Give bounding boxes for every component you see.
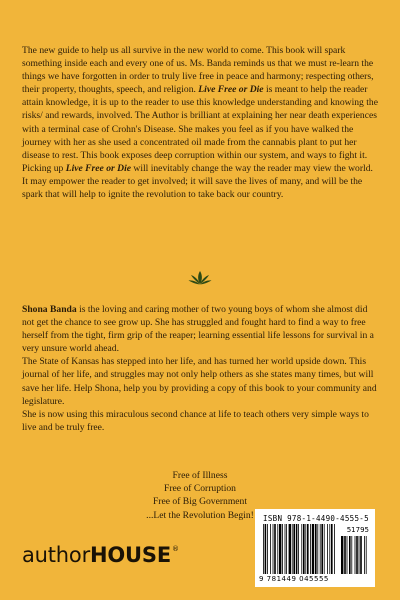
- barcode-bar: [320, 524, 321, 574]
- barcode-bar: [321, 524, 323, 574]
- barcode-bar: [292, 524, 293, 574]
- barcode-addon-bar: [341, 536, 343, 574]
- author-bio: [22, 303, 380, 434]
- blurb-text-3: will inevitably change the way the reader may view the world. It may empower the reader to get involved; it will save the lives of many, and will be the spark that will help to ignite the revolution to take back our country.: [22, 162, 373, 201]
- publisher-logo: [22, 543, 179, 567]
- barcode-bar: [315, 524, 317, 574]
- barcode-addon-bar: [349, 536, 351, 574]
- blurb-paragraph: [22, 44, 380, 201]
- lotus-leaf-icon: [188, 270, 212, 286]
- barcode-bar: [285, 524, 286, 574]
- barcode-bar: [293, 524, 295, 574]
- barcode-bar: [274, 524, 276, 574]
- barcode-bar: [317, 524, 318, 574]
- barcode-bar: [270, 524, 271, 574]
- bio-paragraph-1: [22, 303, 380, 355]
- price-code: 51795: [346, 526, 369, 534]
- barcode-bar: [307, 524, 309, 574]
- registered-mark: ®: [171, 545, 179, 553]
- barcode-addon-bar: [355, 536, 356, 574]
- isbn-text: ISBN 978-1-4490-4555-5: [263, 514, 369, 523]
- barcode-addon-bar: [347, 536, 348, 574]
- barcode-bar: [279, 524, 281, 574]
- barcode-addon-bar: [344, 536, 346, 574]
- barcode-bar: [263, 524, 264, 574]
- barcode-addon-bar: [351, 536, 352, 574]
- blurb-text-2: is meant to help the reader attain knowledge, it is up to the reader to use this knowledge understanding and knowing the risks/ and rewards, involved. The Author is brilliant at explaining her near death experiences with a terminal case of Crohn's Disease. She makes you feel as if you have walked the journey with her as she used a concentrated oil made from the cannabis plant to put her disease to rest. This book exposes deep corruption within our system, and ways to fight it. Picking up: [22, 84, 378, 174]
- barcode-bar: [310, 524, 311, 574]
- barcode-bar: [329, 524, 330, 574]
- free-line-1: Free of Illness: [172, 470, 228, 481]
- barcode-addon-bar: [366, 536, 367, 574]
- barcode-addon-bar: [364, 536, 365, 574]
- barcode: [255, 509, 375, 587]
- blurb-title-2: Live Free or Die: [65, 162, 131, 174]
- free-line-2: Free of Corruption: [164, 483, 236, 495]
- free-line-4: ...Let the Revolution Begin!: [146, 509, 254, 521]
- barcode-bar: [296, 524, 298, 574]
- barcode-bar: [334, 524, 335, 574]
- barcode-bar: [327, 524, 328, 574]
- barcode-bar: [324, 524, 325, 574]
- free-line-3: Free of Big Government: [152, 496, 248, 508]
- barcode-bar: [331, 524, 333, 574]
- blurb-title-1: Live Free or Die: [198, 84, 264, 96]
- barcode-bar: [267, 524, 268, 574]
- author-name: Shona Banda: [22, 304, 77, 315]
- bio-paragraph-3: She is now using this miraculous second chance at life to teach others very simple ways to live and be truly free.: [22, 408, 369, 433]
- barcode-bar: [277, 524, 278, 574]
- barcode-bar: [289, 524, 291, 574]
- barcode-bar: [273, 524, 274, 574]
- barcode-bar: [286, 524, 287, 574]
- barcode-bar: [305, 524, 306, 574]
- blurb-text-1: The new guide to help us all survive in the new world to come. This book will spark something inside each and every one of us. Ms. Banda reminds us that we must re-learn the things we have forgotten in order to truly live free in peace and harmony; respecting others, their property, thoughts, speech, and religion.: [22, 45, 374, 96]
- bio-text-1: is the loving and caring mother of two young boys of whom she almost did not get the chance to see grow up. She has struggled and fought hard to find a way to free herself from the tight, firm grip of the reaper; learning essential life lessons for survival in a very unsure world ahead.: [22, 304, 374, 355]
- barcode-bar: [303, 524, 305, 574]
- barcode-addon-bar: [356, 536, 358, 574]
- logo-text-house: HOUSE: [90, 543, 171, 567]
- barcode-digits: 9 781449 045555: [259, 575, 329, 583]
- barcode-bar: [265, 524, 267, 574]
- barcode-bar: [301, 524, 302, 574]
- barcode-bar: [282, 524, 283, 574]
- barcode-bar: [312, 524, 314, 574]
- barcode-bar: [298, 524, 299, 574]
- bio-paragraph-2: The State of Kansas has stepped into her life, and has turned her world upside down. This journal of her life, and struggles may not only help others as she states many times, but will save her life. Help Shona, help you by providing a copy of this book to your community and legislature.: [22, 356, 377, 407]
- logo-text-author: author: [22, 543, 91, 567]
- barcode-addon-bar: [359, 536, 360, 574]
- barcode-addon-bar: [360, 536, 362, 574]
